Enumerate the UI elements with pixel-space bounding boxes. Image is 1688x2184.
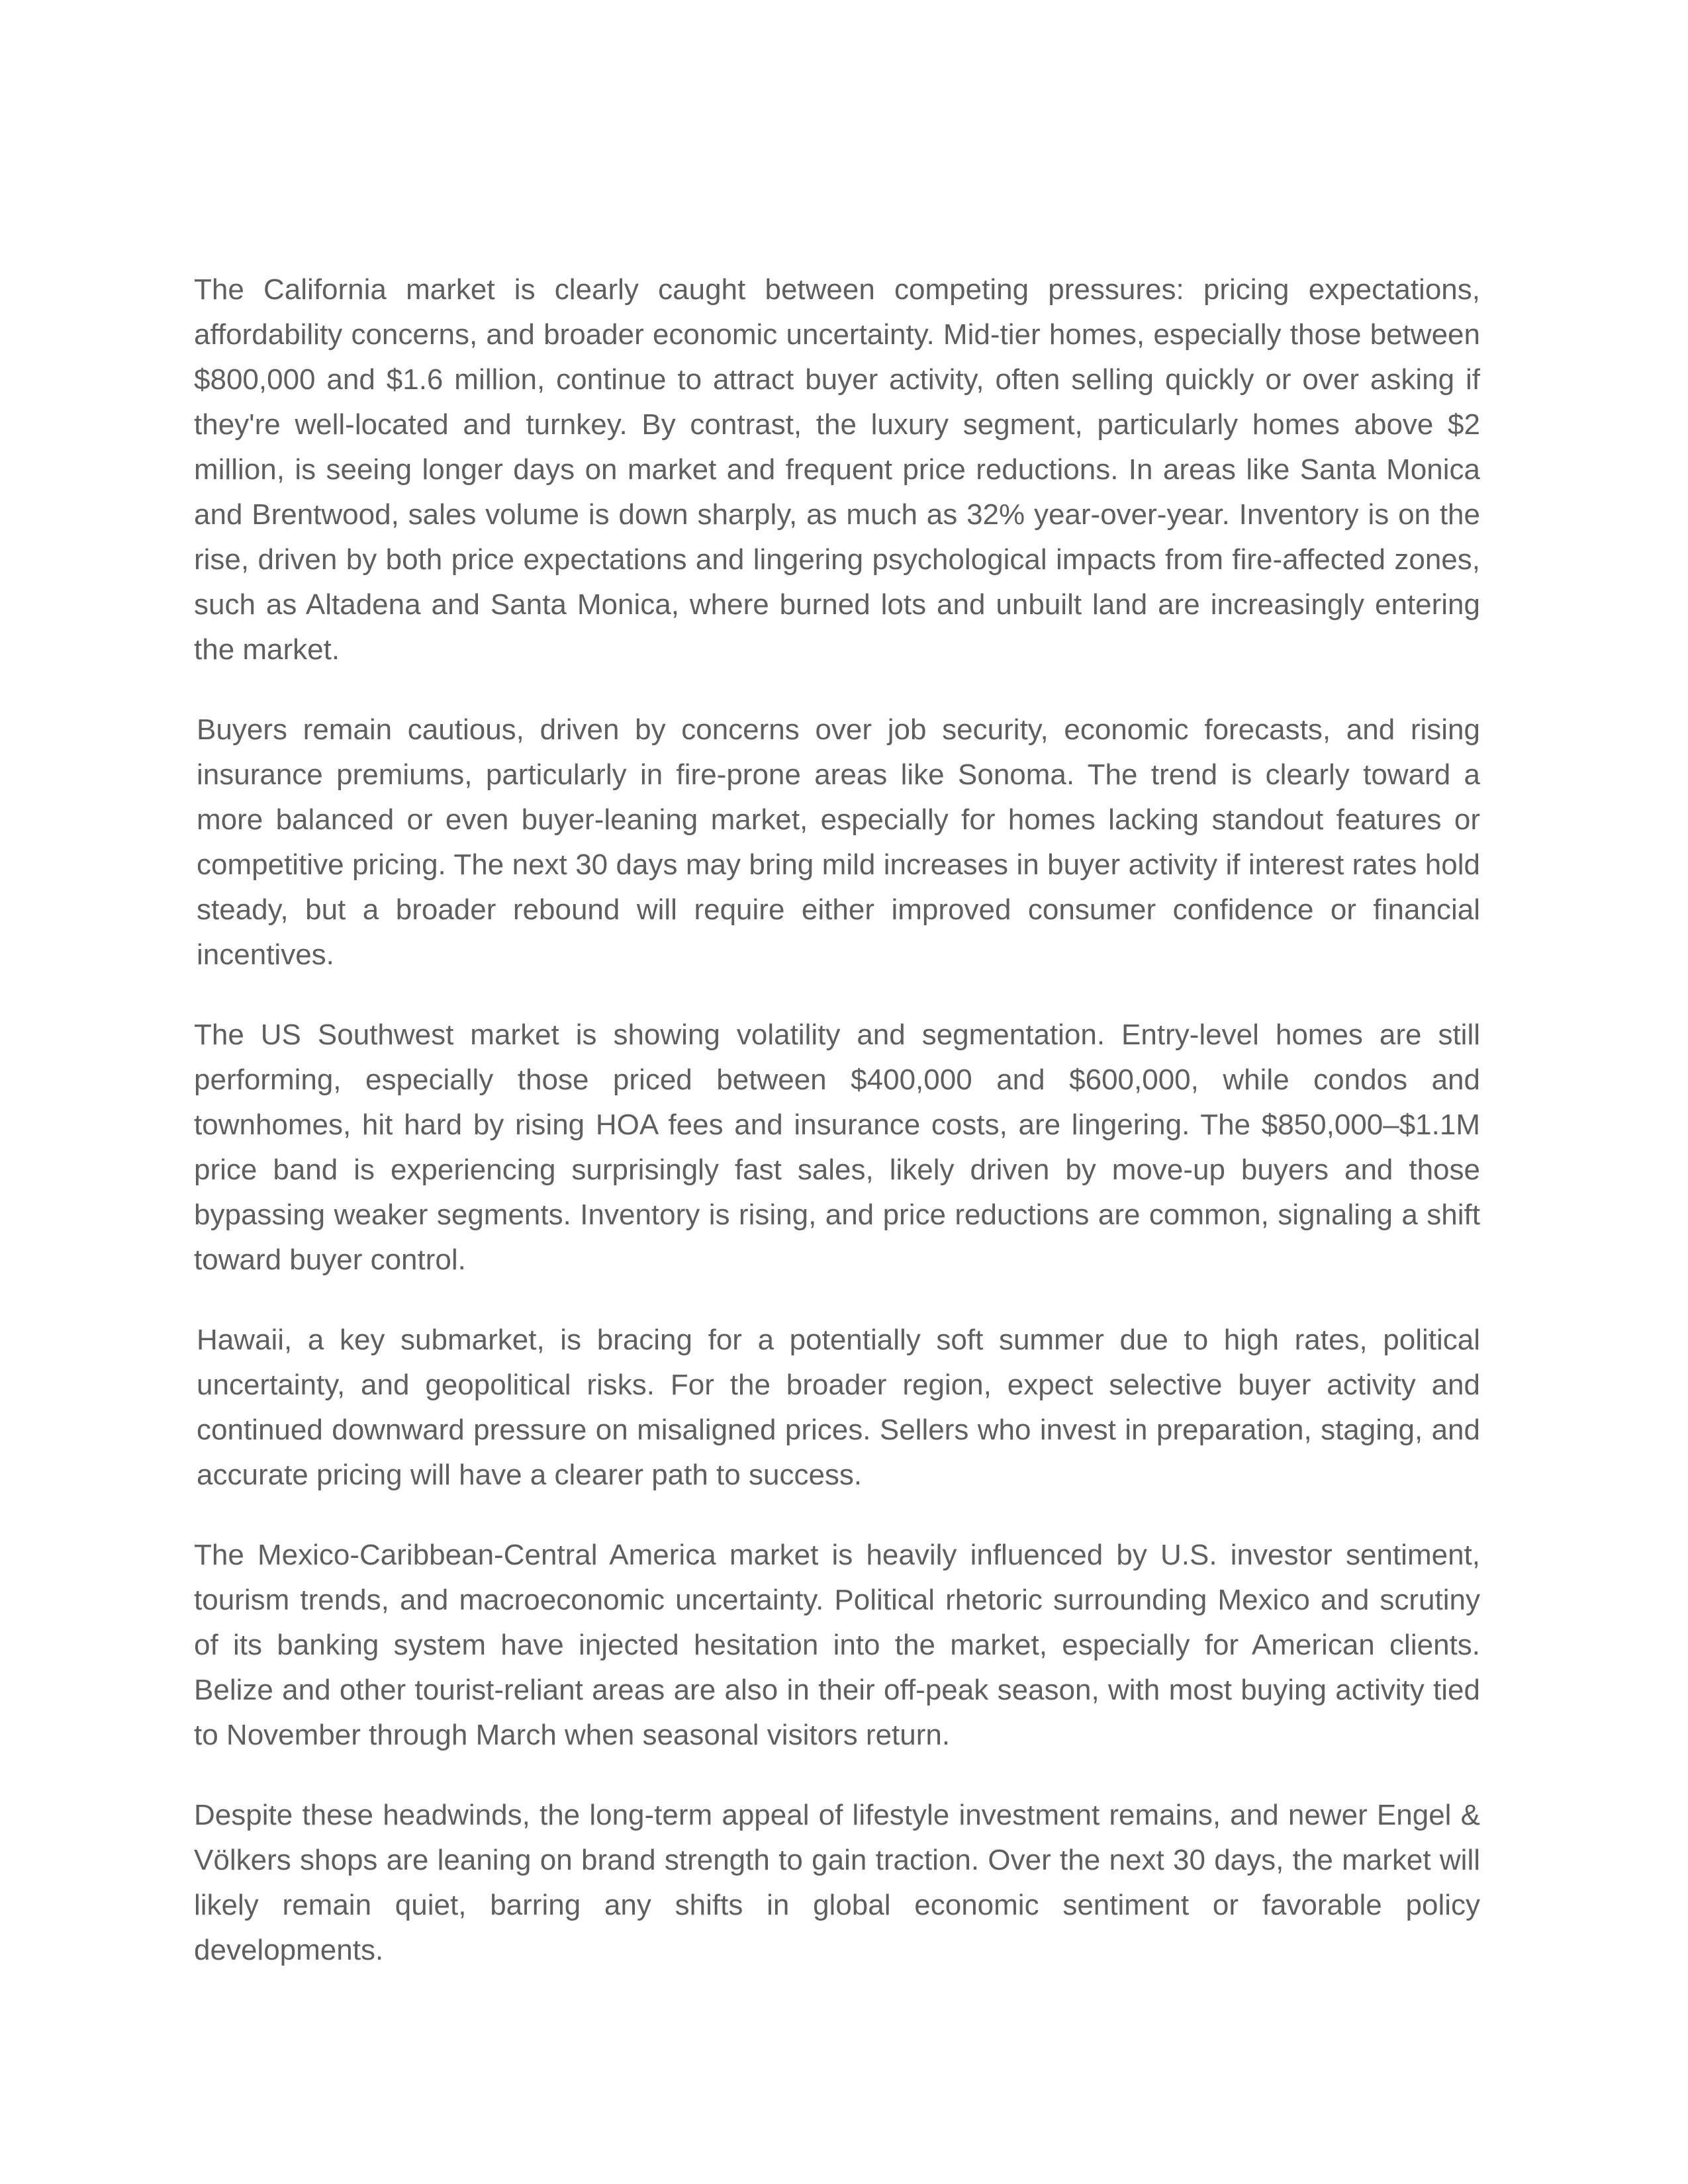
paragraph-us-southwest-market: The US Southwest market is showing volatility and segmentation. Entry-level homes are still performing, especially those priced between $400,000 and $600,000, while condos and townhomes, hit hard by rising HOA fees and insurance costs, are lingering. The $850,000–$1.1M price band is experiencing surprisingly fast sales, likely driven by move-up buyers and those bypassing weaker segments. Inventory is rising, and price reductions are common, signaling a shift toward buyer control. (194, 1019, 1480, 1276)
paragraph-buyer-sentiment: Buyers remain cautious, driven by concerns over job security, economic forecasts, and rising insurance premiums, particularly in fire-prone areas like Sonoma. The trend is clearly toward a more balanced or even buyer-leaning market, especially for homes lacking standout features or competitive pricing. The next 30 days may bring mild increases in buyer activity if interest rates hold steady, but a broader rebound will require either improved consumer confidence or financial incentives. (197, 713, 1480, 971)
paragraph-mexico-caribbean-market: The Mexico-Caribbean-Central America market is heavily influenced by U.S. investor sentiment, tourism trends, and macroeconomic uncertainty. Political rhetoric surrounding Mexico and scrutiny of its banking system have injected hesitation into the market, especially for American clients. Belize and other tourist-reliant areas are also in their off-peak season, with most buying activity tied to November through March when seasonal visitors return. (194, 1539, 1480, 1751)
document-body (194, 267, 1480, 2008)
paragraph-california-market: The California market is clearly caught between competing pressures: pricing expectations, affordability concerns, and broader economic uncertainty. Mid-tier homes, especially those between $800,000 and $1.6 million, continue to attract buyer activity, often selling quickly or over asking if they're well-located and turnkey. By contrast, the luxury segment, particularly homes above $2 million, is seeing longer days on market and frequent price reductions. In areas like Santa Monica and Brentwood, sales volume is down sharply, as much as 32% year-over-year. Inventory is on the rise, driven by both price expectations and lingering psychological impacts from fire-affected zones, such as Altadena and Santa Monica, where burned lots and unbuilt land are increasingly entering the market. (194, 273, 1480, 666)
paragraph-hawaii-submarket: Hawaii, a key submarket, is bracing for a potentially soft summer due to high rates, political uncertainty, and geopolitical risks. For the broader region, expect selective buyer activity and continued downward pressure on misaligned prices. Sellers who invest in preparation, staging, and accurate pricing will have a clearer path to success. (197, 1324, 1480, 1491)
paragraph-long-term-outlook: Despite these headwinds, the long-term appeal of lifestyle investment remains, and newer Engel & Völkers shops are leaning on brand strength to gain traction. Over the next 30 days, the market will likely remain quiet, barring any shifts in global economic sentiment or favorable policy developments. (194, 1799, 1480, 1966)
